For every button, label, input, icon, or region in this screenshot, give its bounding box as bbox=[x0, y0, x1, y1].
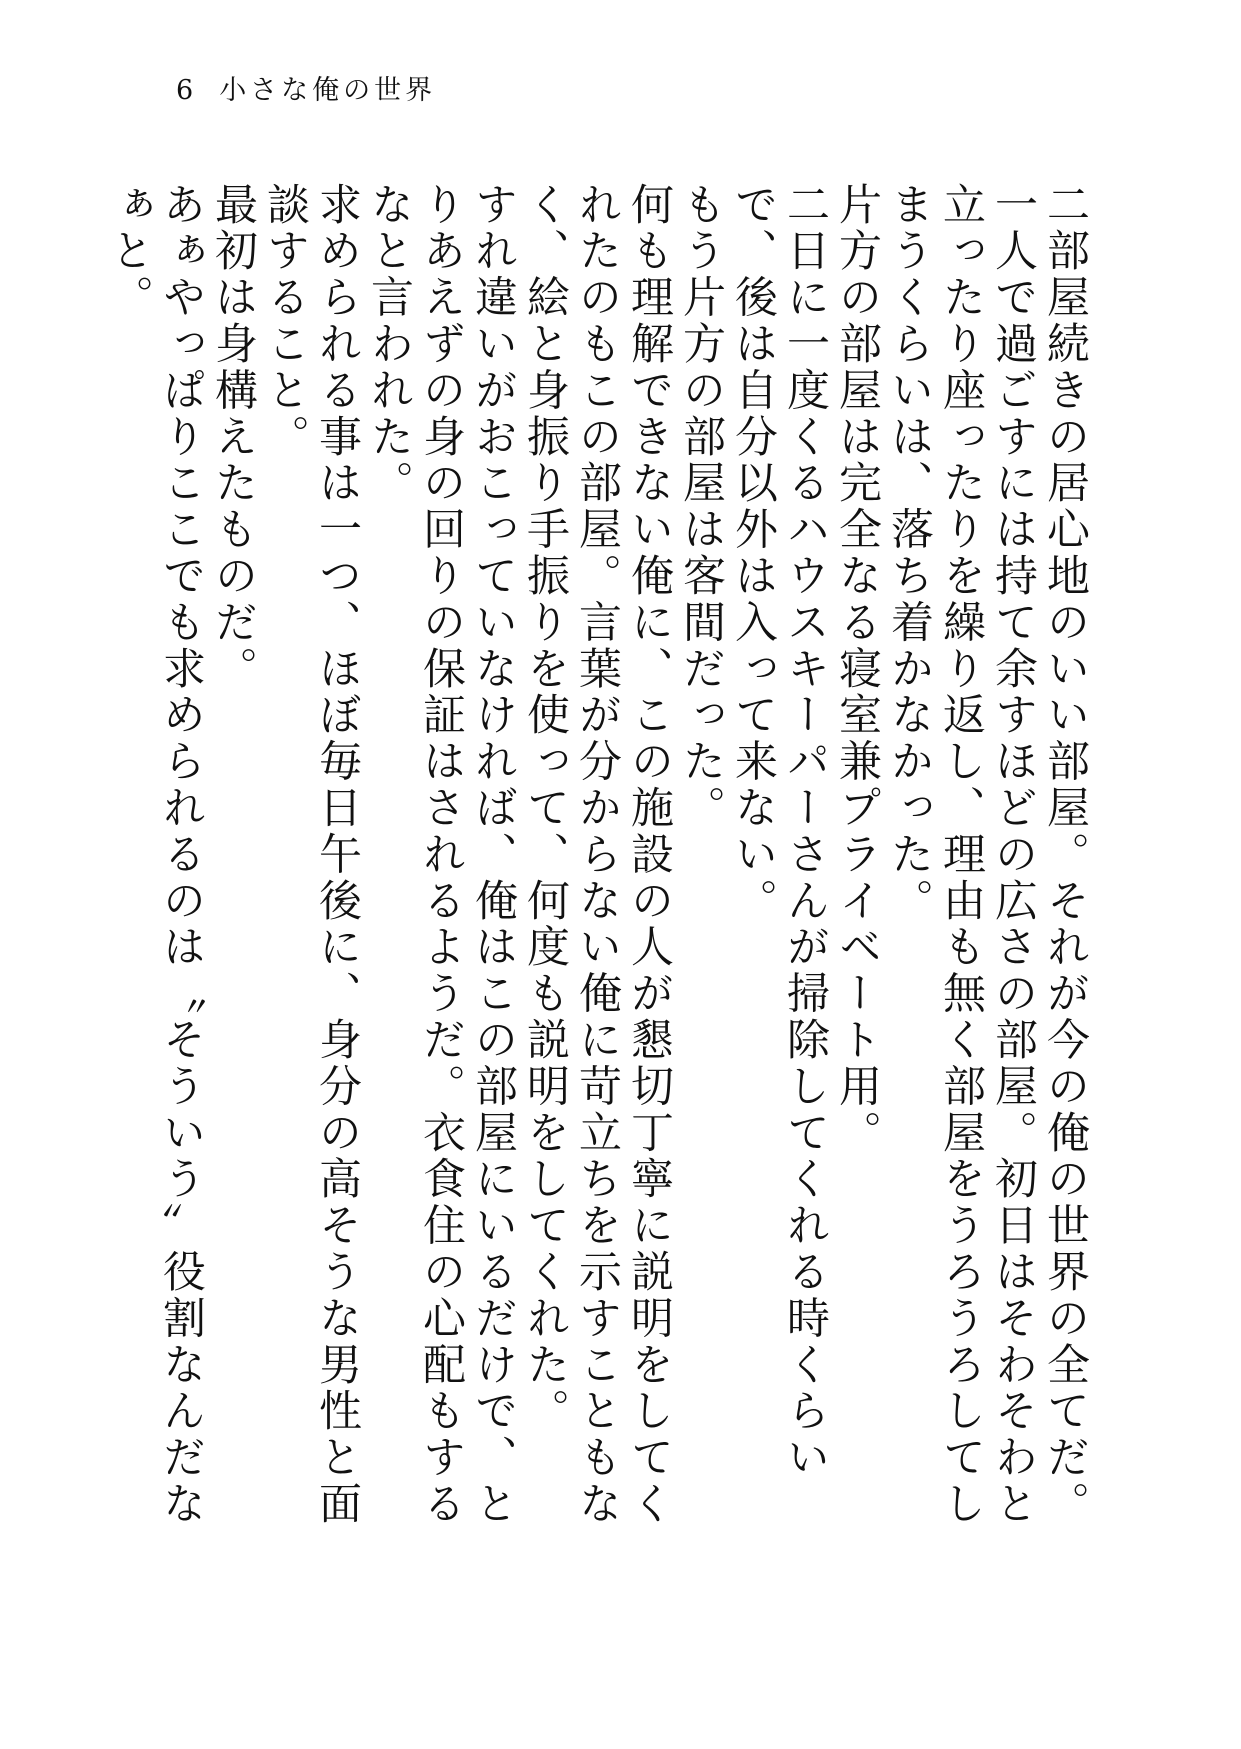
paragraph-9: 最初は身構えたものだ。 bbox=[208, 182, 258, 693]
paragraph-5: もう片方の部屋は客間だった。 bbox=[676, 182, 726, 832]
paragraph-6: 何も理解できない俺に、この施設の人が懇切丁寧に説明をしてくれたのもこの部屋。言葉が分からない俺に苛立ちを示すこともなく、絵と身振り手振りを使って、何度も説明をしてくれた。 bbox=[520, 182, 674, 1528]
paragraph-3: 片方の部屋は完全なる寝室兼プライベート用。 bbox=[832, 182, 882, 1157]
paragraph-1: 二部屋続きの居心地のいい部屋。それが今の俺の世界の全てだ。 bbox=[1040, 182, 1090, 1528]
running-head bbox=[176, 68, 436, 107]
paragraph-10: あぁやっぱりここでも求められるのは〝そういう〟役割なんだなぁと。 bbox=[104, 182, 206, 1528]
paragraph-4: 二日に一度くるハウスキーパーさんが掃除してくれる時くらいで、後は自分以外は入って来ない。 bbox=[728, 182, 830, 1482]
paragraph-2: 一人で過ごすには持て余すほどの広さの部屋。初日はそわそわと立ったり座ったりを繰り返し、理由も無く部屋をうろうろしてしまうくらいは、落ち着かなかった。 bbox=[884, 182, 1038, 1528]
paragraph-7: すれ違いがおこっていなければ、俺はこの部屋にいるだけで、とりあえずの身の回りの保証はされるようだ。衣食住の心配もするなと言われた。 bbox=[364, 182, 518, 1528]
paragraph-8: 求められる事は一つ、ほぼ毎日午後に、身分の高そうな男性と面談すること。 bbox=[260, 182, 362, 1528]
page-number: 6 bbox=[176, 75, 198, 106]
body-text bbox=[103, 182, 1091, 1562]
chapter-title: 小さな俺の世界 bbox=[219, 75, 437, 106]
